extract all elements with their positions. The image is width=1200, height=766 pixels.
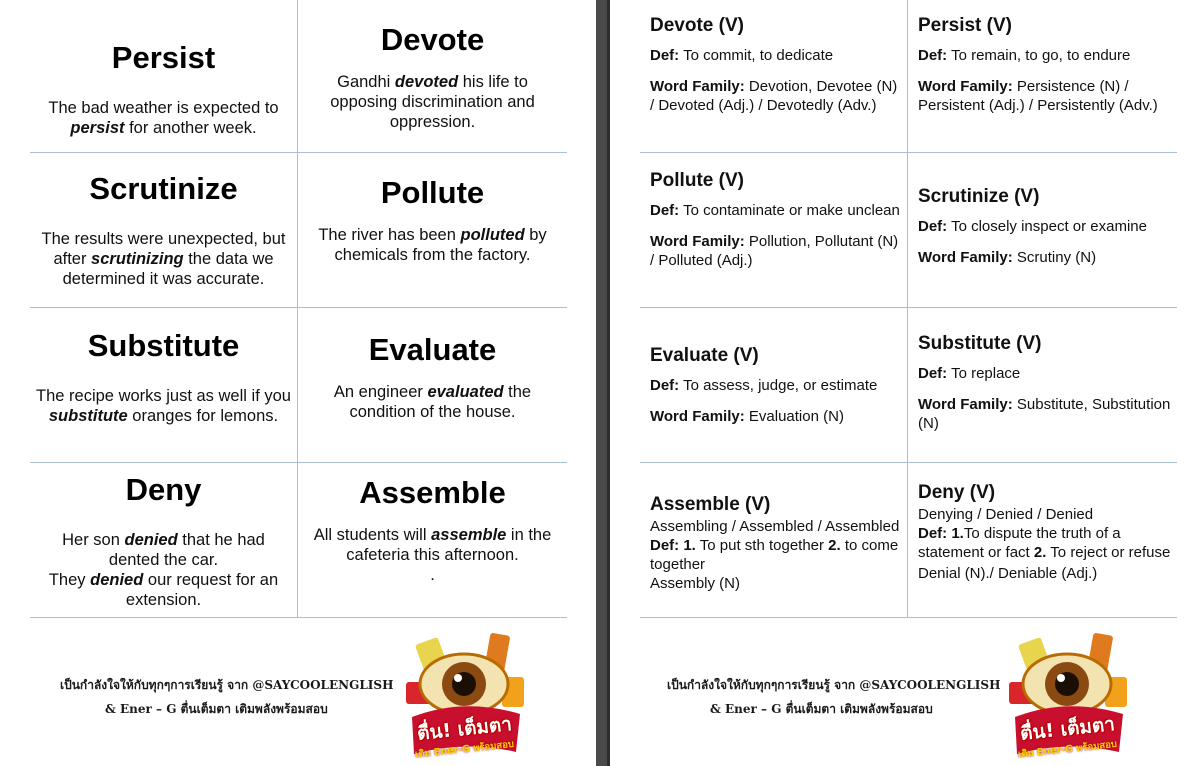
keyword: scrutinizing <box>91 250 184 268</box>
def-card-pollute <box>640 153 908 308</box>
word-card-scrutinize <box>30 153 298 308</box>
footer-line-1: เป็นกำลังใจให้กับทุกๆการเรียนรู้ จาก @SAYCOOLENGLISH <box>60 678 394 692</box>
def-card-persist <box>908 0 1177 153</box>
word-title: Evaluate <box>368 332 497 367</box>
verb-forms: Denying / Denied / Denied <box>918 506 1094 523</box>
word-card-grid <box>30 0 567 618</box>
word-family: Assembly (N) <box>650 575 741 592</box>
def-card-substitute <box>908 308 1177 463</box>
def-title: Evaluate (V) <box>650 345 759 366</box>
keyword: evaluated <box>427 383 504 401</box>
keyword: denied <box>90 571 144 589</box>
promo-subtitle: เติม Ener-G พร้อมสอบ <box>1017 738 1118 761</box>
word-card-assemble <box>298 463 567 618</box>
page-divider <box>596 0 610 766</box>
word-family: Word Family: Pollution, Pollutant (N) / Polluted (Adj.) <box>650 233 899 269</box>
def-title: Devote (V) <box>650 15 744 36</box>
example-sentence-2: They denied our request for an extension. <box>48 571 279 609</box>
def-title: Assemble (V) <box>650 494 771 515</box>
promo-title: ตื่น! เต็มตา <box>416 713 513 745</box>
definition: Def: To contaminate or make unclean <box>650 202 900 219</box>
example-sentence: Gandhi devoted his life to opposing discrimination and oppression. <box>330 73 535 131</box>
def-card-assemble <box>640 463 908 618</box>
right-page <box>610 0 1200 766</box>
def-title: Persist (V) <box>918 15 1012 36</box>
definition: Def: To closely inspect or examine <box>918 218 1147 235</box>
word-title: Devote <box>380 22 485 57</box>
promo-title: ตื่น! เต็มตา <box>1019 713 1116 745</box>
footer-line-2: & Ener – G ตื่นเต็มตา เติมพลังพร้อมสอบ <box>710 702 933 716</box>
word-card-evaluate <box>298 308 567 463</box>
word-family: Denial (N)./ Deniable (Adj.) <box>918 565 1098 582</box>
footer-left <box>0 620 596 766</box>
definition: Def: 1. To put sth together 2. to come together <box>650 537 899 573</box>
word-card-substitute <box>30 308 298 463</box>
word-title: Pollute <box>380 175 485 210</box>
promo-subtitle: เติม Ener-G พร้อมสอบ <box>414 738 515 761</box>
def-title: Pollute (V) <box>650 170 744 191</box>
footer-right <box>610 620 1200 766</box>
definition: Def: To commit, to dedicate <box>650 47 834 64</box>
word-title: Deny <box>125 472 202 507</box>
promo-image <box>392 622 537 765</box>
word-card-persist <box>30 0 298 153</box>
definition: Def: To assess, judge, or estimate <box>650 377 878 394</box>
word-family: Word Family: Substitute, Substitution (N) <box>918 396 1171 432</box>
promo-image <box>995 622 1140 765</box>
keyword: persist <box>70 119 125 137</box>
definition: Def: To remain, to go, to endure <box>918 47 1131 64</box>
definition: Def: To replace <box>918 365 1021 382</box>
word-card-devote <box>298 0 567 153</box>
def-card-deny <box>908 463 1177 618</box>
word-card-pollute <box>298 153 567 308</box>
word-family: Word Family: Devotion, Devotee (N) / Devoted (Adj.) / Devotedly (Adv.) <box>650 78 898 114</box>
word-title: Scrutinize <box>89 171 238 206</box>
left-page <box>0 0 596 766</box>
def-card-devote <box>640 0 908 153</box>
keyword: denied <box>124 531 178 549</box>
def-title: Scrutinize (V) <box>918 186 1040 207</box>
word-title: Persist <box>111 40 216 75</box>
keyword: polluted <box>460 226 525 244</box>
definition-card-grid <box>640 0 1177 618</box>
example-sentence: The bad weather is expected to persist for another week. <box>48 99 279 137</box>
example-sentence: The results were unexpected, but after scrutinizing the data we determined it was accurate. <box>41 230 286 288</box>
verb-forms: Assembling / Assembled / Assembled <box>650 518 900 535</box>
definition: Def: 1.To dispute the truth of a statement or fact 2. To reject or refuse <box>918 525 1171 561</box>
def-title: Deny (V) <box>918 482 996 503</box>
example-sentence: All students will assemble in the cafeteria this afternoon. <box>313 526 552 564</box>
keyword: assemble <box>431 526 507 544</box>
word-family: Word Family: Persistence (N) / Persistent (Adj.) / Persistently (Adv.) <box>918 78 1158 114</box>
example-sentence: An engineer evaluated the condition of the house. <box>333 383 532 421</box>
word-title: Assemble <box>359 475 506 510</box>
word-title: Substitute <box>87 328 240 363</box>
word-family: Word Family: Evaluation (N) <box>650 408 844 425</box>
word-card-deny <box>30 463 298 618</box>
def-title: Substitute (V) <box>918 333 1042 354</box>
footer-line-2: & Ener – G ตื่นเต็มตา เติมพลังพร้อมสอบ <box>105 702 328 716</box>
footer-line-1: เป็นกำลังใจให้กับทุกๆการเรียนรู้ จาก @SAYCOOLENGLISH <box>667 678 1001 692</box>
keyword: substitute <box>48 407 128 425</box>
def-card-evaluate <box>640 308 908 463</box>
word-family: Word Family: Scrutiny (N) <box>918 249 1097 266</box>
keyword: devoted <box>394 73 459 91</box>
example-sentence: The recipe works just as well if you substitute oranges for lemons. <box>36 387 291 425</box>
example-sentence: The river has been polluted by chemicals from the factory. <box>318 226 547 264</box>
example-sentence: Her son denied that he had dented the car. <box>62 531 265 569</box>
def-card-scrutinize <box>908 153 1177 308</box>
trailing-dot: . <box>430 566 435 584</box>
